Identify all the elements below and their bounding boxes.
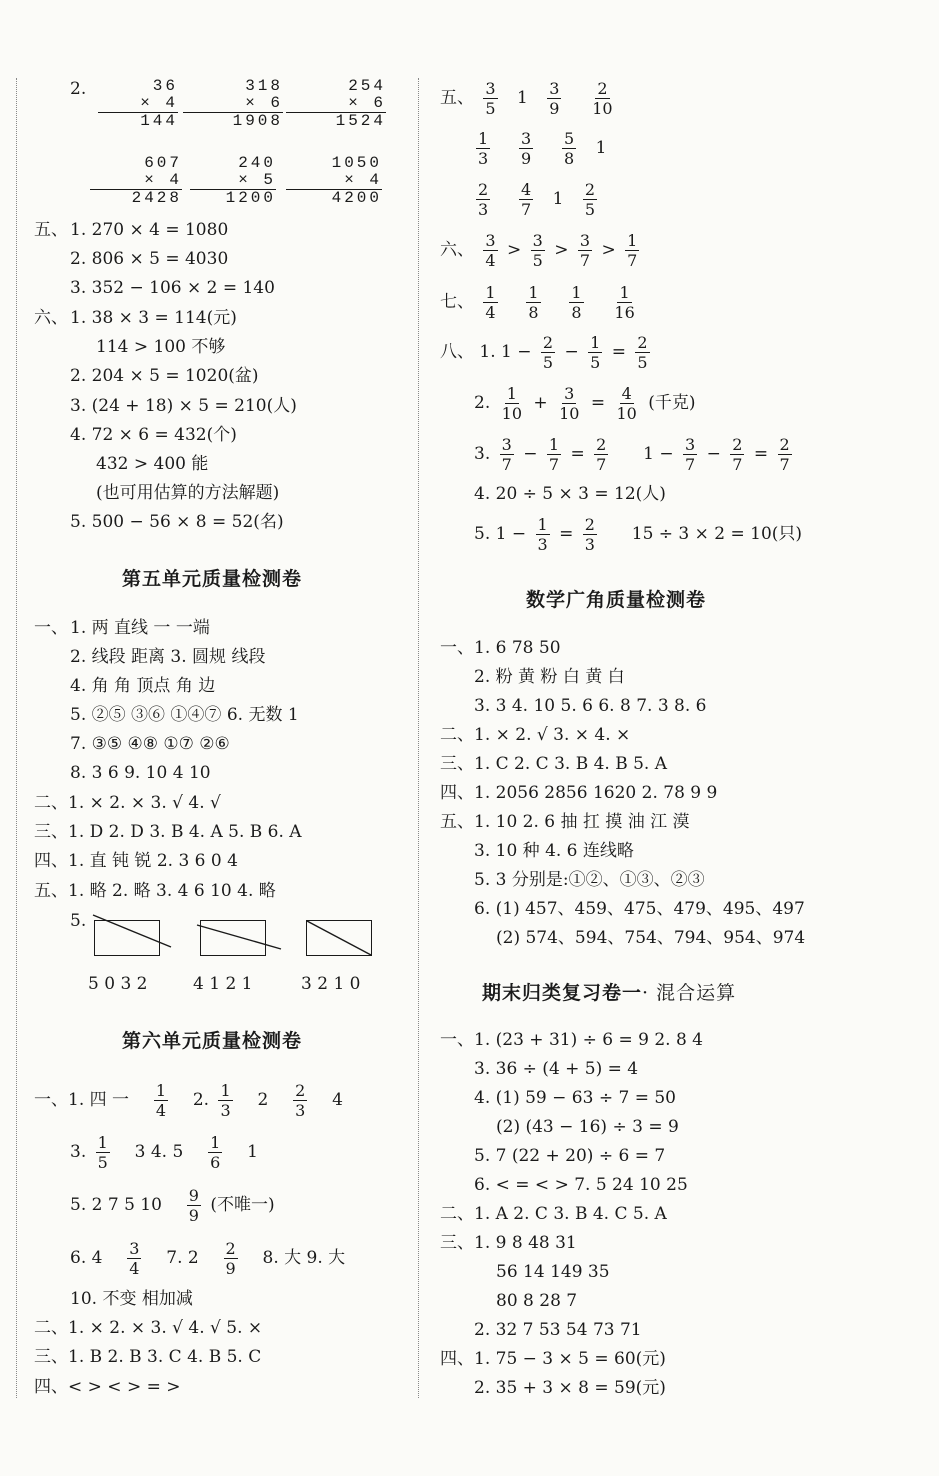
fraction: $\frac{1}{4}$ bbox=[155, 1081, 167, 1120]
answer-line: 6. 4 $\frac{3}{4}$ 7. 2 $\frac{2}{9}$ 8. 大 9. 大 bbox=[70, 1239, 346, 1278]
answer-line: 五、1. 略 2. 略 3. 4 6 10 4. 略 bbox=[34, 881, 276, 901]
diagonal-line bbox=[201, 921, 281, 965]
answer-line: 1. 270 × 4 = 1080 bbox=[70, 220, 229, 240]
answer-line: 56 14 149 35 bbox=[496, 1262, 610, 1282]
answer-line: 2. 806 × 5 = 4030 bbox=[70, 249, 229, 269]
answer-line: 四、1. 2056 2856 1620 2. 78 9 9 bbox=[440, 783, 718, 803]
answer-line: 80 8 28 7 bbox=[496, 1291, 578, 1311]
answer-note: (也可用估算的方法解题) bbox=[96, 483, 280, 503]
answer-line: 10. 不变 相加减 bbox=[70, 1289, 193, 1309]
answer-line: 四、1. 直 钝 锐 2. 3 6 0 4 bbox=[34, 851, 238, 871]
count-row: 3 2 1 0 bbox=[301, 974, 361, 994]
answer-line: 5. 3 分别是:①②、①③、②③ bbox=[474, 870, 705, 890]
left-margin-line bbox=[16, 78, 17, 1398]
answer-line: 4. (1) 59 − 63 ÷ 7 = 50 bbox=[474, 1088, 676, 1108]
answer-line: 2. 204 × 5 = 1020(盆) bbox=[70, 366, 259, 386]
fraction: $\frac{1}{7}$ bbox=[548, 435, 560, 474]
rectangle-figure bbox=[200, 920, 266, 956]
fraction: $\frac{3}{5}$ bbox=[532, 231, 543, 270]
answer-line: 5. ②⑤ ③⑥ ①④⑦ 6. 无数 1 bbox=[70, 705, 299, 725]
fraction: $\frac{3}{7}$ bbox=[685, 435, 696, 474]
answer-line: 3. 352 − 106 × 2 = 140 bbox=[70, 278, 275, 298]
section-title-math-wide-angle: 数学广角质量检测卷 bbox=[526, 589, 707, 611]
mult-problem: 254 × 6 1524 bbox=[286, 78, 386, 130]
answer-line: 2. 32 7 53 54 73 71 bbox=[474, 1320, 642, 1340]
fraction: $\frac{2}{7}$ bbox=[596, 435, 607, 474]
answer-line: 5. 1 − $\frac{1}{3}$ = $\frac{2}{3}$ 15 ÷ 3 × 2 = 10(只) bbox=[474, 515, 803, 554]
answer-line: 四、< > < > = > bbox=[34, 1377, 181, 1397]
fraction: $\frac{1}{4}$ bbox=[485, 283, 496, 322]
answer-line: 6. < = < > 7. 5 24 10 25 bbox=[474, 1175, 688, 1195]
mult-problem: 318 × 6 1908 bbox=[183, 78, 283, 130]
diagonal-line bbox=[95, 921, 175, 965]
answer-line: $\frac{2}{3}$ $\frac{4}{7}$ 1 $\frac{2}{5}$ bbox=[478, 180, 596, 219]
fraction: $\frac{2}{5}$ bbox=[542, 333, 554, 372]
answer-line: 3. 3 4. 10 5. 6 6. 8 7. 3 8. 6 bbox=[474, 696, 707, 716]
mult-problem: 1050 × 4 4200 bbox=[286, 155, 382, 207]
section-title-unit5: 第五单元质量检测卷 bbox=[122, 568, 303, 590]
answer-line: 5. 7 (22 + 20) ÷ 6 = 7 bbox=[474, 1146, 666, 1166]
fraction: $\frac{1}{8}$ bbox=[528, 283, 539, 322]
answer-line: 2. 线段 距离 3. 圆规 线段 bbox=[70, 647, 266, 667]
fraction: $\frac{1}{3}$ bbox=[478, 129, 489, 168]
fraction: $\frac{3}{4}$ bbox=[129, 1239, 140, 1278]
fraction: $\frac{2}{7}$ bbox=[732, 435, 743, 474]
section-label: 一、 bbox=[34, 618, 68, 638]
fraction: $\frac{1}{6}$ bbox=[210, 1133, 221, 1172]
fraction: $\frac{1}{5}$ bbox=[590, 333, 601, 372]
answer-line: 五、1. 10 2. 6 抽 扛 摸 油 江 漠 bbox=[440, 812, 690, 832]
answer-line: (2) (43 − 16) ÷ 3 = 9 bbox=[496, 1117, 679, 1137]
answer-line: 三、1. 9 8 48 31 bbox=[440, 1233, 577, 1253]
answer-line: 4. 72 × 6 = 432(个) bbox=[70, 425, 237, 445]
answer-line: 3. 36 ÷ (4 + 5) = 4 bbox=[474, 1059, 639, 1079]
answer-line: 6. (1) 457、459、475、479、495、497 bbox=[474, 899, 805, 919]
mult-label: 2. bbox=[70, 79, 87, 99]
answer-line: 8. 3 6 9. 10 4 10 bbox=[70, 763, 211, 783]
fraction: $\frac{5}{8}$ bbox=[564, 129, 575, 168]
answer-line: 3. $\frac{1}{5}$ 3 4. 5 $\frac{1}{6}$ 1 bbox=[70, 1133, 258, 1172]
fraction: $\frac{1}{8}$ bbox=[571, 283, 582, 322]
answer-line: 八、 1. 1 − $\frac{2}{5}$ − $\frac{1}{5}$ = $\frac{2}{5}$ bbox=[440, 333, 648, 372]
answer-line: 7. ③⑤ ④⑧ ①⑦ ②⑥ bbox=[70, 734, 230, 754]
diagonal-line bbox=[307, 921, 387, 965]
answer-line: 三、1. D 2. D 3. B 4. A 5. B 6. A bbox=[34, 822, 302, 842]
mult-problem: 607 × 4 2428 bbox=[90, 155, 182, 207]
fraction: $\frac{2}{5}$ bbox=[584, 180, 596, 219]
fraction: $\frac{2}{10}$ bbox=[592, 79, 613, 118]
fraction: $\frac{1}{16}$ bbox=[614, 283, 635, 322]
fraction: $\frac{3}{10}$ bbox=[559, 384, 580, 423]
rectangle-figure bbox=[94, 920, 160, 956]
fraction: $\frac{3}{9}$ bbox=[549, 79, 560, 118]
fraction: $\frac{4}{10}$ bbox=[616, 384, 637, 423]
answer-line: 六、 $\frac{3}{4}$ > $\frac{3}{5}$ > $\frac{3}{7}$ > $\frac{1}{7}$ bbox=[440, 231, 638, 270]
fraction: $\frac{1}{10}$ bbox=[501, 384, 522, 423]
fraction: $\frac{1}{5}$ bbox=[97, 1133, 108, 1172]
section-title-final-review: 期末归类复习卷一· 混合运算 bbox=[482, 982, 737, 1004]
answer-line: 114 > 100 不够 bbox=[96, 337, 226, 357]
fraction: $\frac{2}{9}$ bbox=[225, 1239, 236, 1278]
fraction: $\frac{4}{7}$ bbox=[521, 180, 532, 219]
answer-line: 二、1. × 2. √ 3. × 4. × bbox=[440, 725, 631, 745]
fraction: $\frac{2}{7}$ bbox=[779, 435, 790, 474]
fraction: $\frac{9}{9}$ bbox=[188, 1186, 199, 1225]
rectangle-figure bbox=[306, 920, 372, 956]
answer-line: 1. 两 直线 一 一端 bbox=[70, 618, 210, 638]
mult-problem: 36 × 4 144 bbox=[98, 78, 178, 130]
answer-line: 5. 2 7 5 10 $\frac{9}{9}$ (不唯一) bbox=[70, 1186, 275, 1225]
answer-line: 一、1. 6 78 50 bbox=[440, 638, 561, 658]
fraction: $\frac{1}{3}$ bbox=[220, 1081, 231, 1120]
answer-line: (2) 574、594、754、794、954、974 bbox=[496, 928, 806, 948]
fraction: $\frac{1}{7}$ bbox=[627, 231, 638, 270]
answer-line: 2. 35 + 3 × 8 = 59(元) bbox=[474, 1378, 666, 1398]
answer-line: 3. (24 + 18) × 5 = 210(人) bbox=[70, 396, 297, 416]
fraction: $\frac{3}{7}$ bbox=[501, 435, 512, 474]
answer-line: 2. 粉 黄 粉 白 黄 白 bbox=[474, 667, 625, 687]
fraction: $\frac{2}{5}$ bbox=[637, 333, 648, 372]
answer-line: $\frac{1}{3}$ $\frac{3}{9}$ $\frac{5}{8}$ 1 bbox=[478, 129, 607, 168]
column-divider bbox=[418, 78, 419, 1398]
answer-line: 4. 角 角 顶点 角 边 bbox=[70, 676, 216, 696]
fraction: $\frac{2}{3}$ bbox=[478, 180, 489, 219]
fraction: $\frac{1}{3}$ bbox=[537, 515, 548, 554]
section-label: 五、 bbox=[34, 220, 68, 240]
answer-line: 一、1. 四 一 $\frac{1}{4}$ 2. $\frac{1}{3}$ 2 $\frac{2}{3}$ 4 bbox=[34, 1081, 343, 1120]
answer-line: 四、1. 75 − 3 × 5 = 60(元) bbox=[440, 1349, 666, 1369]
answer-line: 1. 38 × 3 = 114(元) bbox=[70, 308, 237, 328]
answer-line: 三、1. C 2. C 3. B 4. B 5. A bbox=[440, 754, 668, 774]
answer-line: 3. $\frac{3}{7}$ − $\frac{1}{7}$ = $\frac{2}{7}$ 1 − $\frac{3}{7}$ − $\frac{2}{7}$ = $\frac{2}{7}$ bbox=[474, 435, 790, 474]
fraction: $\frac{2}{3}$ bbox=[295, 1081, 306, 1120]
section-title-unit6: 第六单元质量检测卷 bbox=[122, 1030, 303, 1052]
fraction: $\frac{3}{9}$ bbox=[521, 129, 532, 168]
answer-line: 一、1. (23 + 31) ÷ 6 = 9 2. 8 4 bbox=[440, 1030, 704, 1050]
answer-line: 二、1. A 2. C 3. B 4. C 5. A bbox=[440, 1204, 667, 1224]
count-row: 5 0 3 2 bbox=[88, 974, 148, 994]
fraction: $\frac{3}{7}$ bbox=[579, 231, 591, 270]
answer-line: 三、1. B 2. B 3. C 4. B 5. C bbox=[34, 1347, 262, 1367]
answer-line: 4. 20 ÷ 5 × 3 = 12(人) bbox=[474, 484, 666, 504]
mult-problem: 240 × 5 1200 bbox=[190, 155, 276, 207]
section-label: 六、 bbox=[34, 308, 68, 328]
answer-line: 七、 $\frac{1}{4}$ $\frac{1}{8}$ $\frac{1}{8}$ $\frac{1}{16}$ bbox=[440, 283, 635, 322]
fraction: $\frac{3}{4}$ bbox=[485, 231, 496, 270]
answer-line: 五、 $\frac{3}{5}$ 1 $\frac{3}{9}$ $\frac{2}{10}$ bbox=[440, 79, 613, 118]
fraction: $\frac{3}{5}$ bbox=[485, 79, 496, 118]
answer-line: 3. 10 种 4. 6 连线略 bbox=[474, 841, 634, 861]
answer-line: 2. $\frac{1}{10}$ + $\frac{3}{10}$ = $\frac{4}{10}$ (千克) bbox=[474, 384, 696, 423]
answer-line: 二、1. × 2. × 3. √ 4. √ 5. × bbox=[34, 1318, 263, 1338]
answer-line: 432 > 400 能 bbox=[96, 454, 209, 474]
fraction: $\frac{2}{3}$ bbox=[584, 515, 595, 554]
answer-line: 5. bbox=[70, 911, 87, 931]
answer-line: 二、1. × 2. × 3. √ 4. √ bbox=[34, 793, 221, 813]
answer-line: 5. 500 − 56 × 8 = 52(名) bbox=[70, 512, 284, 532]
count-row: 4 1 2 1 bbox=[193, 974, 253, 994]
